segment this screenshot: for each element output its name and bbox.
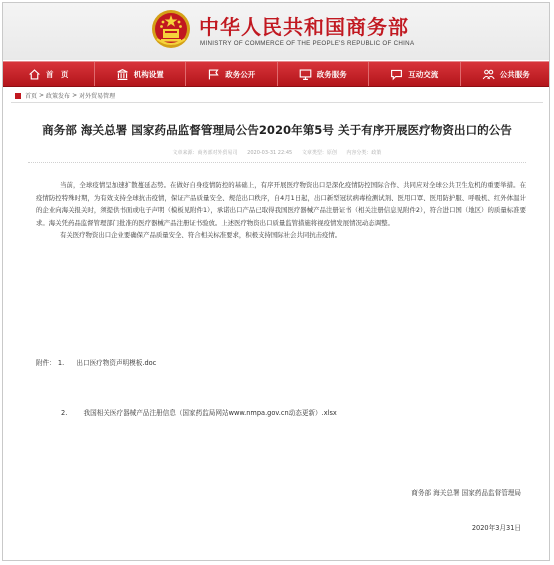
nav-item-organization[interactable]: [95, 62, 187, 86]
attachment-number: 1.: [57, 359, 65, 367]
article-title: 商务部 海关总署 国家药品监督管理局公告2020年第5号 关于有序开展医疗物资出口的公告: [42, 123, 512, 137]
nav-item-public-affairs[interactable]: [186, 62, 278, 86]
site-title: 中华人民共和国商务部: [199, 15, 409, 39]
nav-item-home[interactable]: [3, 62, 95, 86]
article-meta: [3, 149, 550, 156]
flag-icon: [207, 68, 220, 81]
nav-item-interaction[interactable]: [369, 62, 461, 86]
meta-source: 文章来源：商务部对外贸易司: [172, 150, 238, 156]
nav-item-services[interactable]: [278, 62, 370, 86]
attachment-2: [61, 407, 337, 417]
attachment-link-declaration[interactable]: 出口医疗物资声明模板.doc: [76, 359, 157, 367]
monitor-icon: [299, 68, 312, 81]
breadcrumb-separator: >: [39, 92, 45, 99]
site-header: [3, 3, 550, 60]
divider: [11, 102, 543, 103]
meta-divider: [28, 162, 526, 163]
meta-type: 文章类型：原创: [301, 150, 337, 156]
sign-date: 2020年3月31日: [471, 524, 521, 532]
chat-icon: [390, 68, 403, 81]
building-icon: [116, 68, 129, 81]
attachment-number: 2.: [61, 409, 68, 417]
home-icon: [28, 68, 41, 81]
breadcrumb-trade[interactable]: 对外贸易管理: [79, 93, 116, 100]
paragraph: 当前，全球疫情呈加速扩散蔓延态势。在做好自身疫情防控的基础上，有序开展医疗物资出口是深化疫情防控国际合作、共同应对全球公共卫生危机的重要举措。在疫情防控特殊时期，为有效支持全球抗击疫情，保证产品质量安全、规范出口秩序，自4月1日起，出口新型冠状病毒检测试剂、医用口罩、医用防护服、呼吸机、红外体温计的企业向海关报关时，须提供书面或电子声明（模板见附件1），承诺出口产品已取得我国医疗器械产品注册证书（相关注册信息见附件2），符合进口国（地区）的质量标准要求。海关凭药品监督管理部门批准的医疗器械产品注册证书验放。上述医疗物资出口质量监管措施将视疫情发展情况动态调整。: [36, 181, 526, 227]
nav-item-label: 互动交流: [408, 69, 439, 79]
breadcrumb: [15, 91, 115, 100]
main-nav: [3, 61, 550, 87]
article-body: [36, 179, 526, 242]
attachment-1: [36, 357, 156, 367]
attachment-link-registration[interactable]: 我国相关医疗器械产品注册信息（国家药监局网站www.nmpa.gov.cn动态更新）.xlsx: [83, 409, 337, 417]
attachment-label: 附件：: [36, 359, 56, 367]
breadcrumb-home[interactable]: 首页: [25, 93, 38, 100]
meta-category[interactable]: 内容分类：政策: [346, 150, 382, 156]
breadcrumb-policy[interactable]: 政策发布: [46, 93, 71, 100]
nav-item-label: 机构设置: [133, 69, 164, 79]
location-icon: [15, 93, 21, 99]
nav-item-label: 公共服务: [499, 69, 530, 79]
nav-item-label: 政务公开: [225, 69, 256, 79]
page-frame: [2, 2, 550, 561]
paragraph: 有关医疗物资出口企业要确保产品质量安全、符合相关标准要求，积极支持国际社会共同抗击疫情。: [60, 231, 342, 239]
nav-item-public-service[interactable]: [461, 62, 551, 86]
nav-item-label: 政务服务: [316, 69, 347, 79]
people-icon: [482, 68, 495, 81]
signature: 商务部 海关总署 国家药品监督管理局: [411, 489, 521, 497]
meta-date: 2020-03-31 22:45: [247, 150, 293, 156]
breadcrumb-separator: >: [72, 92, 78, 99]
nav-item-label: 首 页: [46, 69, 69, 79]
national-emblem-icon: [151, 9, 191, 49]
site-subtitle: MINISTRY OF COMMERCE OF THE PEOPLE'S REPUBLIC OF CHINA: [200, 40, 415, 47]
